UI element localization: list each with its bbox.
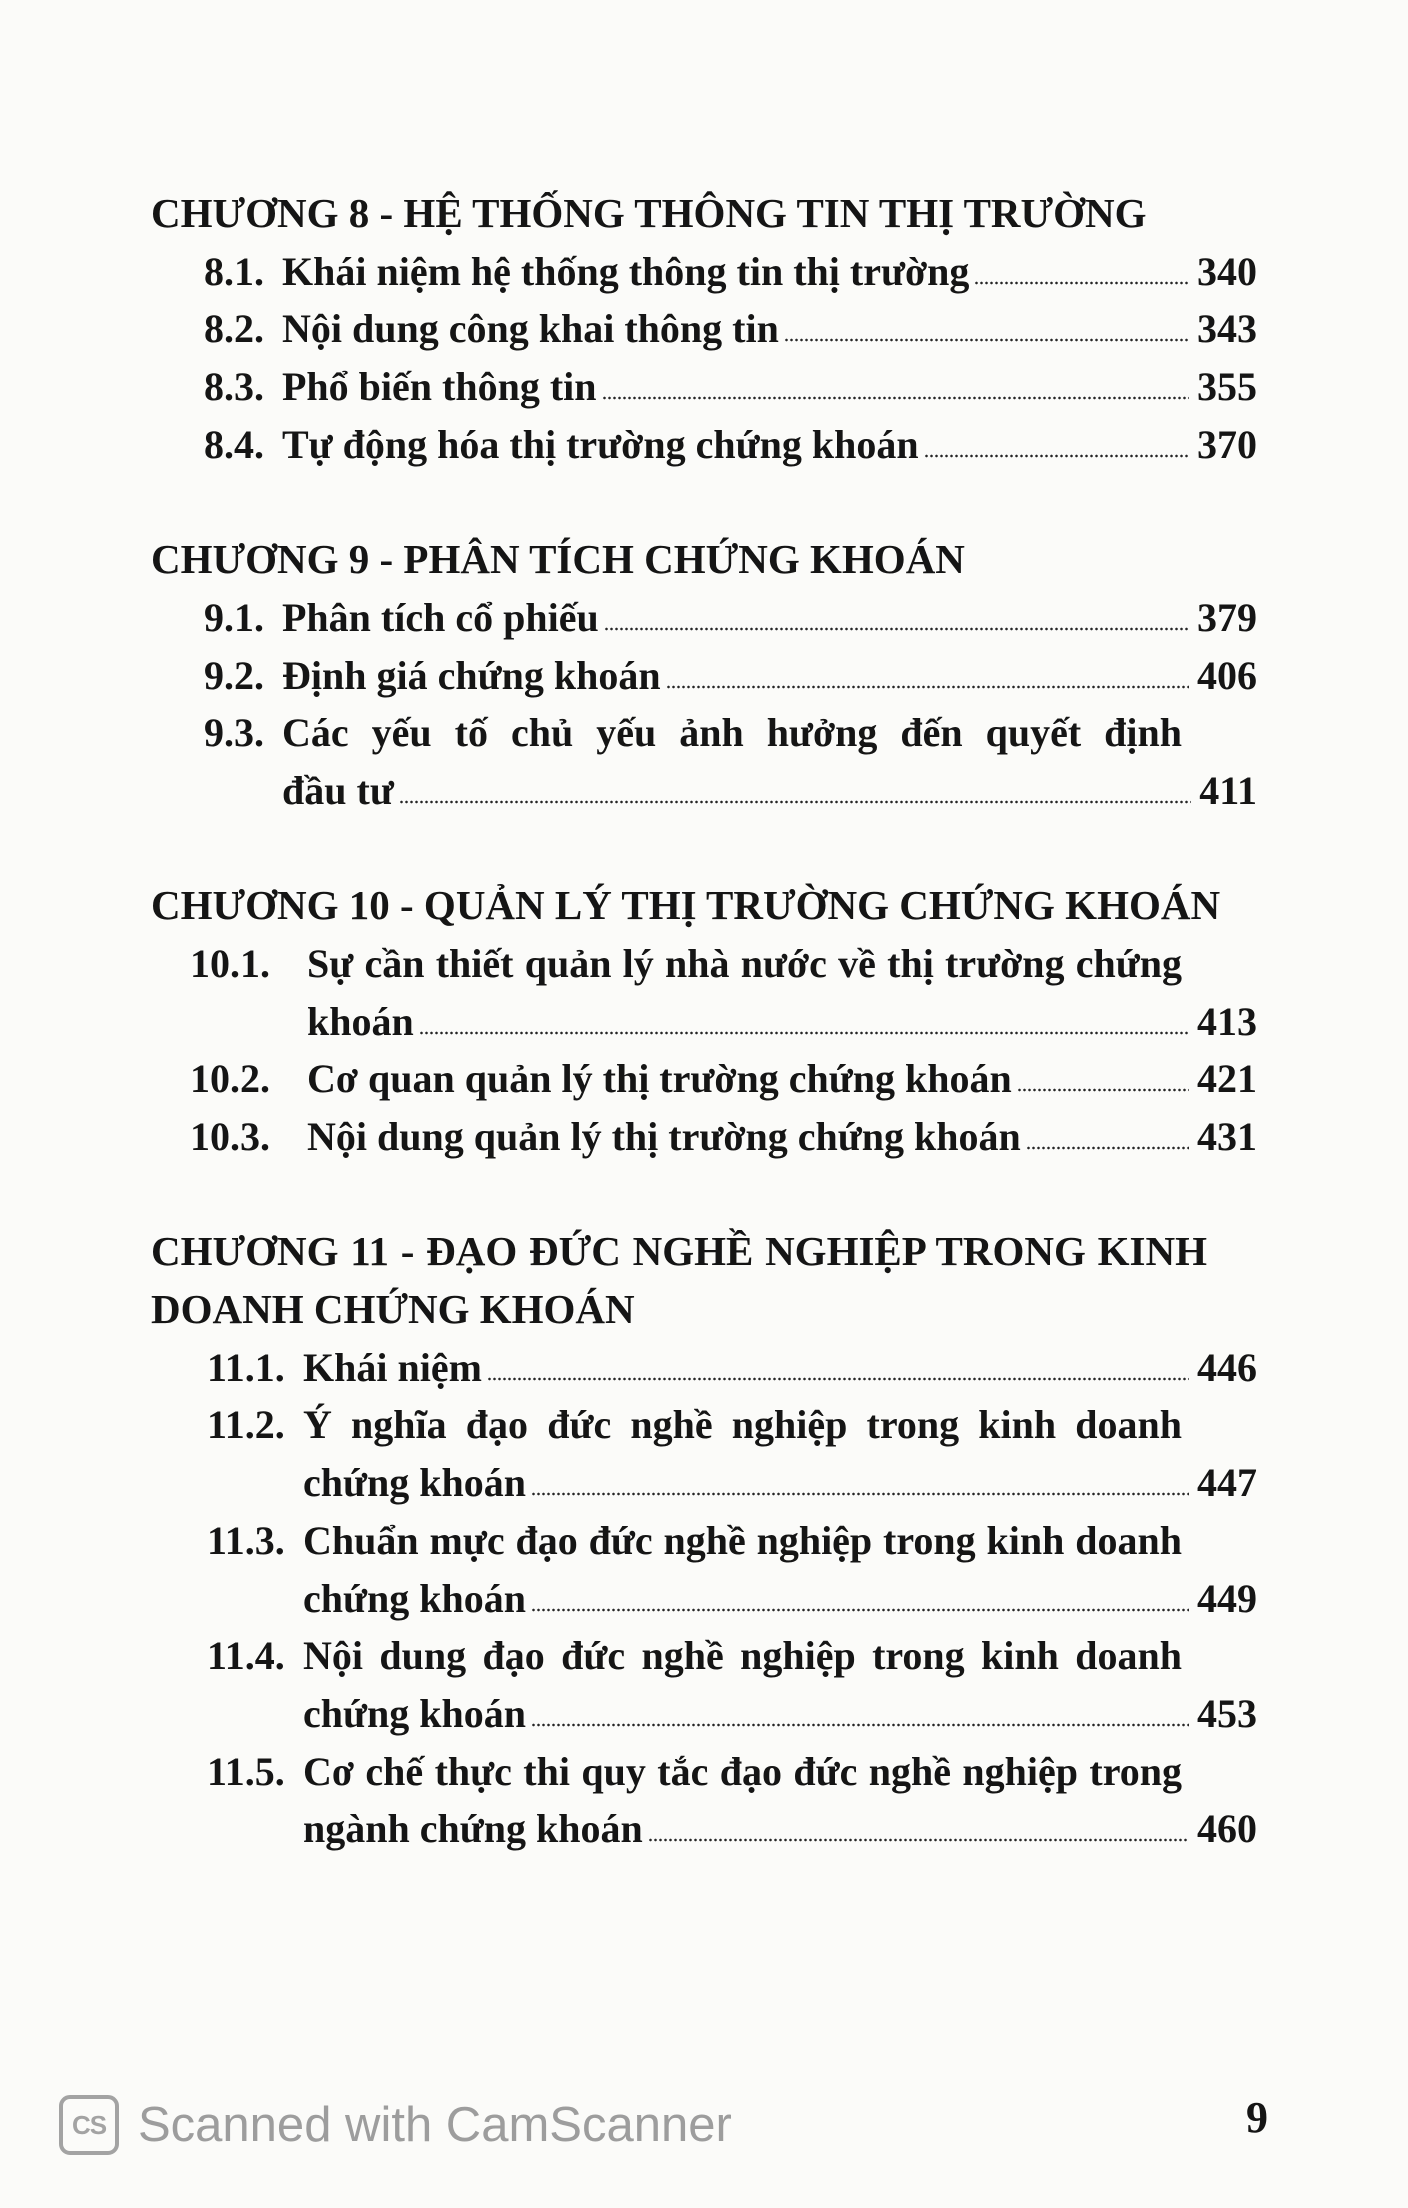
toc-entry — [151, 300, 1257, 358]
toc-entry-line — [151, 1685, 1257, 1743]
toc-entry — [151, 589, 1257, 647]
leader-dots — [1017, 1088, 1189, 1092]
leader-dots — [602, 396, 1189, 400]
chapter-title-text: CHƯƠNG 9 - PHÂN TÍCH CHỨNG KHOÁN — [151, 536, 965, 583]
section-number: 9.2. — [204, 652, 264, 698]
toc-entry-line — [151, 1800, 1257, 1858]
section-title: Phân tích cổ phiếu — [282, 594, 599, 640]
page-ref: 355 — [1197, 364, 1257, 410]
leader-dots — [604, 627, 1189, 631]
toc-entry — [151, 243, 1257, 301]
section-number: 8.4. — [204, 421, 264, 467]
section-title: Ý nghĩa đạo đức nghề nghiệp trong kinh doanh — [303, 1402, 1182, 1448]
chapter-title — [151, 1223, 1257, 1281]
chapter-title — [151, 531, 1257, 589]
leader-dots — [419, 1031, 1189, 1035]
section-number: 11.4. — [207, 1633, 285, 1679]
page-ref: 411 — [1199, 767, 1257, 813]
leader-dots — [784, 338, 1189, 342]
toc-entry-line — [151, 1627, 1257, 1685]
section-number: 11.5. — [207, 1748, 285, 1794]
section-title: Nội dung đạo đức nghề nghiệp trong kinh doanh — [303, 1633, 1182, 1679]
page-number: 9 — [1246, 2093, 1268, 2142]
camscanner-logo-icon: CS — [59, 2095, 119, 2155]
page-ref: 413 — [1197, 998, 1257, 1044]
chapter-title-text-continued: DOANH CHỨNG KHOÁN — [151, 1286, 635, 1333]
section-number: 10.2. — [190, 1056, 270, 1102]
toc-entry-line — [151, 1570, 1257, 1628]
section-number: 9.3. — [204, 710, 264, 756]
section-title: Khái niệm — [303, 1344, 482, 1390]
section-title-continued: chứng khoán — [303, 1460, 526, 1506]
page-ref: 406 — [1197, 652, 1257, 698]
toc-entry — [151, 416, 1257, 474]
toc-entry-line — [151, 935, 1257, 993]
toc-entry — [151, 1512, 1257, 1627]
page-ref: 370 — [1197, 421, 1257, 467]
table-of-contents — [151, 185, 1257, 1858]
toc-entry — [151, 935, 1257, 1050]
section-title: Cơ quan quản lý thị trường chứng khoán — [307, 1056, 1012, 1102]
section-title: Tự động hóa thị trường chứng khoán — [282, 421, 919, 467]
page-ref: 446 — [1197, 1344, 1257, 1390]
section-title-continued: ngành chứng khoán — [303, 1806, 643, 1852]
page-ref: 343 — [1197, 306, 1257, 352]
chapter-title — [151, 1281, 1257, 1339]
section-title: Chuẩn mực đạo đức nghề nghiệp trong kinh doanh — [303, 1517, 1182, 1563]
leader-dots — [531, 1492, 1189, 1496]
page-ref: 421 — [1197, 1056, 1257, 1102]
toc-entry-line — [151, 1454, 1257, 1512]
page-ref: 449 — [1197, 1575, 1257, 1621]
section-number: 11.2. — [207, 1402, 285, 1448]
section-number: 8.3. — [204, 364, 264, 410]
page-ref: 340 — [1197, 248, 1257, 294]
toc-entry-line — [151, 1512, 1257, 1570]
chapter-title-text: CHƯƠNG 11 - ĐẠO ĐỨC NGHỀ NGHIỆP TRONG KINH — [151, 1228, 1207, 1275]
toc-entry — [151, 1743, 1257, 1858]
page-ref: 460 — [1197, 1806, 1257, 1852]
leader-dots — [399, 800, 1191, 804]
section-title-continued: chứng khoán — [303, 1690, 526, 1736]
chapter-title — [151, 877, 1257, 935]
toc-entry-line — [151, 762, 1257, 820]
toc-entry-line — [151, 1743, 1257, 1801]
section-title: Nội dung quản lý thị trường chứng khoán — [307, 1114, 1021, 1159]
chapter-10 — [151, 877, 1257, 1165]
section-title: Các yếu tố chủ yếu ảnh hưởng đến quyết định — [282, 710, 1182, 756]
section-title-continued: khoán — [307, 998, 414, 1044]
section-title: Nội dung công khai thông tin — [282, 306, 779, 352]
chapter-title-text: CHƯƠNG 10 - QUẢN LÝ THỊ TRƯỜNG CHỨNG KHOÁN — [151, 882, 1221, 929]
toc-entry-line — [151, 704, 1257, 762]
chapter-title — [151, 185, 1257, 243]
camscanner-watermark — [59, 2094, 732, 2156]
section-number: 11.3. — [207, 1517, 285, 1563]
section-number: 9.1. — [204, 594, 264, 640]
section-title: Sự cần thiết quản lý nhà nước về thị trường chứng — [307, 940, 1182, 986]
section-title: Định giá chứng khoán — [282, 652, 661, 698]
section-title-continued: đầu tư — [282, 767, 394, 813]
toc-entry-line — [151, 993, 1257, 1051]
section-number: 11.1. — [207, 1344, 285, 1390]
leader-dots — [666, 685, 1189, 689]
toc-entry — [151, 1339, 1257, 1397]
chapter-8 — [151, 185, 1257, 473]
leader-dots — [974, 281, 1189, 285]
toc-entry — [151, 1396, 1257, 1511]
page-ref: 447 — [1197, 1460, 1257, 1506]
leader-dots — [487, 1377, 1189, 1381]
chapter-11 — [151, 1223, 1257, 1858]
toc-entry — [151, 647, 1257, 705]
watermark-text: Scanned with CamScanner — [138, 2097, 732, 2152]
toc-entry — [151, 704, 1257, 819]
toc-entry — [151, 358, 1257, 416]
section-number: 8.2. — [204, 306, 264, 352]
page-ref: 431 — [1197, 1114, 1257, 1159]
page-ref: 379 — [1197, 594, 1257, 640]
toc-entry — [151, 1050, 1257, 1108]
leader-dots — [1026, 1146, 1189, 1150]
section-number: 10.1. — [190, 940, 270, 986]
toc-entry — [151, 1108, 1257, 1166]
section-title-continued: chứng khoán — [303, 1575, 526, 1621]
section-title: Cơ chế thực thi quy tắc đạo đức nghề nghiệp trong — [303, 1748, 1182, 1794]
section-number: 8.1. — [204, 248, 264, 294]
section-title: Khái niệm hệ thống thông tin thị trường — [282, 248, 970, 294]
chapter-title-text: CHƯƠNG 8 - HỆ THỐNG THÔNG TIN THỊ TRƯỜNG — [151, 190, 1147, 236]
toc-entry — [151, 1627, 1257, 1742]
leader-dots — [531, 1608, 1189, 1612]
chapter-9 — [151, 531, 1257, 819]
section-number: 10.3. — [190, 1114, 270, 1159]
page-ref: 453 — [1197, 1690, 1257, 1736]
leader-dots — [648, 1838, 1189, 1842]
section-title: Phổ biến thông tin — [282, 364, 597, 410]
leader-dots — [531, 1723, 1189, 1727]
leader-dots — [924, 454, 1189, 458]
toc-entry-line — [151, 1396, 1257, 1454]
